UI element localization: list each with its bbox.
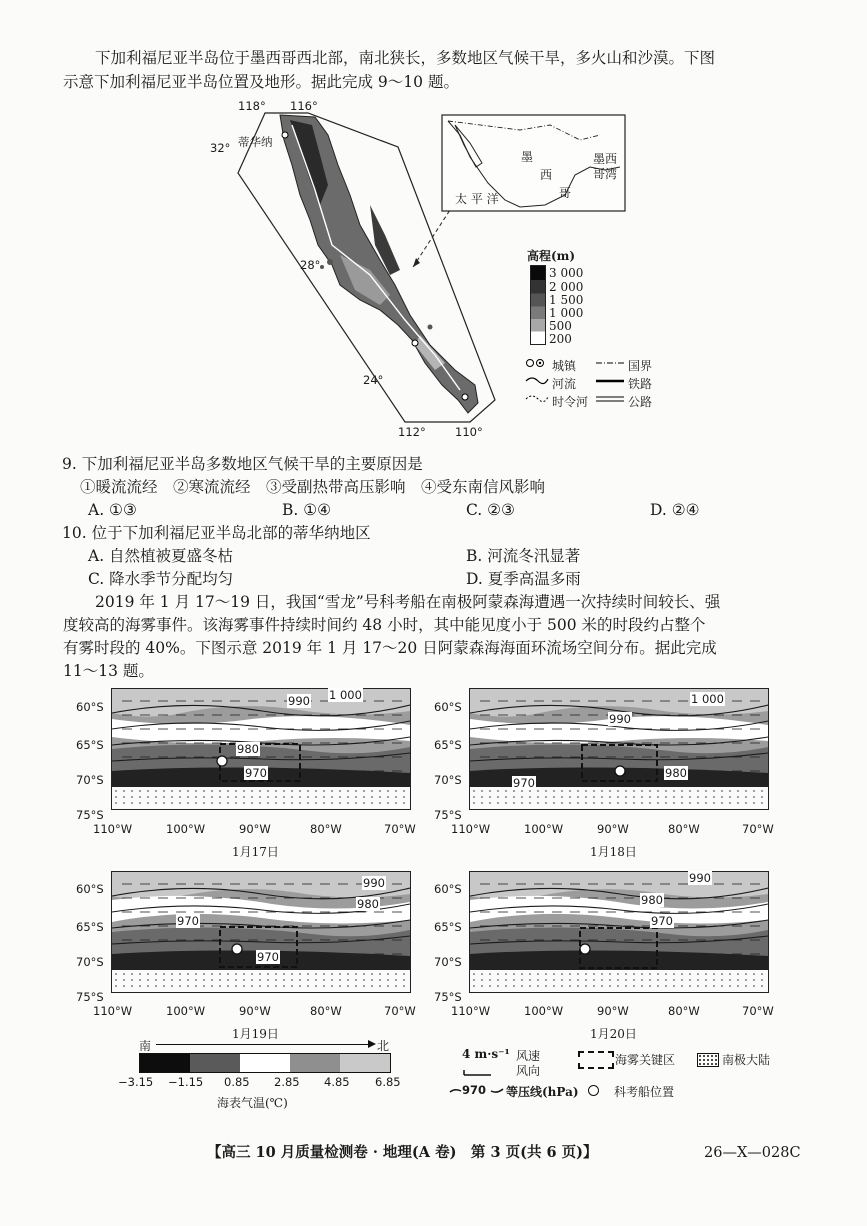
elev-1500: 1 500	[549, 293, 584, 307]
wind-scale-value: 4 m·s⁻¹	[462, 1047, 510, 1061]
p2-lat-75: 75°S	[434, 808, 462, 822]
p4-lon-90: 90°W	[597, 1004, 629, 1018]
p2-isobar-990: 990	[609, 712, 631, 726]
p3-lon-100: 100°W	[166, 1004, 206, 1018]
intro1-line2: 示意下加利福尼亚半岛位置及地形。据此完成 9～10 题。	[63, 73, 459, 91]
wind-arrow-icon	[463, 1062, 491, 1068]
legend-north: 北	[377, 1039, 390, 1053]
intro2-line1: 2019 年 1 月 17～19 日，我国“雪龙”号科考船在南极阿蒙森海遭遇一次持续时间较长、强	[95, 593, 721, 611]
p1-lon-100: 100°W	[166, 822, 206, 836]
inset-pacific: 太 平 洋	[455, 192, 499, 206]
p1-lat-65: 65°S	[76, 738, 104, 752]
elev-legend-title: 高程(m)	[527, 249, 576, 263]
p3-lon-110: 110°W	[93, 1004, 133, 1018]
wind-speed-label: 风速	[516, 1049, 541, 1063]
lat-24: 24°	[363, 373, 384, 387]
p3-lon-70: 70°W	[384, 1004, 416, 1018]
elev-2000: 2 000	[549, 280, 584, 294]
antarctica-icon	[697, 1053, 719, 1067]
sym-town: 城镇	[552, 359, 577, 373]
inset-mexico-2: 西	[540, 168, 553, 182]
lon-118: 118°	[238, 99, 266, 113]
elev-3000: 3 000	[549, 266, 584, 280]
panel-jan18	[469, 688, 769, 810]
lon-110: 110°	[455, 425, 483, 439]
p2-lon-110: 110°W	[451, 822, 491, 836]
sym-road: 公路	[628, 395, 653, 409]
p3-isobar-970-a: 970	[177, 914, 199, 928]
p1-date: 1月17日	[232, 845, 279, 859]
arrow-head	[368, 1040, 376, 1048]
elev-1000: 1 000	[549, 306, 584, 320]
key-area-label: 海雾关键区	[615, 1053, 676, 1067]
lon-116: 116°	[290, 99, 318, 113]
q9-stem: 9. 下加利福尼亚半岛多数地区气候干旱的主要原因是	[62, 455, 423, 473]
ship-icon	[588, 1085, 599, 1096]
lat-28: 28°	[300, 258, 321, 272]
intro2-line4: 11～13 题。	[63, 662, 154, 680]
p1-lon-80: 80°W	[310, 822, 342, 836]
elev-color-bar	[530, 265, 546, 345]
p1-lat-75: 75°S	[76, 808, 104, 822]
q10-option-d[interactable]: D. 夏季高温多雨	[466, 570, 581, 588]
p2-date: 1月18日	[590, 845, 637, 859]
q9-option-b[interactable]: B. ①④	[282, 501, 332, 519]
sst-color-bar	[139, 1053, 391, 1073]
p2-isobar-1000: 1 000	[691, 692, 724, 706]
p4-lat-65: 65°S	[434, 920, 462, 934]
p2-lat-70: 70°S	[434, 773, 462, 787]
panel-jan17	[111, 688, 411, 810]
p4-date: 1月20日	[590, 1027, 637, 1041]
p3-lon-80: 80°W	[310, 1004, 342, 1018]
q10-option-b[interactable]: B. 河流冬汛显著	[466, 547, 581, 565]
p1-lon-110: 110°W	[93, 822, 133, 836]
isobar-label: 等压线(hPa)	[506, 1085, 579, 1099]
p1-lon-70: 70°W	[384, 822, 416, 836]
q9-option-c[interactable]: C. ②③	[466, 501, 515, 519]
p2-isobar-980: 980	[665, 766, 687, 780]
p2-lat-60: 60°S	[434, 700, 462, 714]
p4-lon-70: 70°W	[742, 1004, 774, 1018]
p2-lon-80: 80°W	[668, 822, 700, 836]
p1-lon-90: 90°W	[239, 822, 271, 836]
q10-option-c[interactable]: C. 降水季节分配均匀	[88, 570, 234, 588]
p3-lat-65: 65°S	[76, 920, 104, 934]
footer-code: 26—X—028C	[704, 1145, 801, 1161]
sym-border: 国界	[628, 359, 653, 373]
intro2-line2: 度较高的海雾事件。该海雾事件持续时间约 48 小时，其中能见度小于 500 米的时段约占整个	[63, 616, 706, 634]
p4-lon-110: 110°W	[451, 1004, 491, 1018]
sst-tick-4: 2.85	[274, 1075, 300, 1089]
lat-32: 32°	[210, 141, 231, 155]
p1-isobar-980: 980	[237, 742, 259, 756]
p2-lon-90: 90°W	[597, 822, 629, 836]
p2-lat-65: 65°S	[434, 738, 462, 752]
elev-200: 200	[549, 332, 572, 346]
wind-direction-label: 风向	[516, 1064, 541, 1078]
p4-isobar-980: 980	[641, 893, 663, 907]
inset-mexico-3: 哥	[559, 186, 572, 200]
p4-lat-70: 70°S	[434, 955, 462, 969]
sym-seasonal-river: 时令河	[552, 395, 589, 409]
p3-lat-60: 60°S	[76, 882, 104, 896]
panel-jan20	[469, 871, 769, 993]
sym-river: 河流	[552, 377, 577, 391]
p3-date: 1月19日	[232, 1027, 279, 1041]
sst-tick-5: 4.85	[324, 1075, 350, 1089]
q10-stem: 10. 位于下加利福尼亚半岛北部的蒂华纳地区	[62, 524, 371, 542]
sst-tick-2: −1.15	[168, 1075, 204, 1089]
p4-lat-75: 75°S	[434, 990, 462, 1004]
legend-south: 南	[139, 1039, 152, 1053]
inset-gulf-1: 墨西	[593, 152, 618, 166]
south-north-arrow	[156, 1044, 372, 1045]
p3-isobar-990: 990	[363, 876, 385, 890]
q9-option-a[interactable]: A. ①③	[88, 501, 137, 519]
p1-lat-60: 60°S	[76, 700, 104, 714]
sst-tick-1: −3.15	[118, 1075, 154, 1089]
key-area-icon	[578, 1051, 614, 1069]
sst-tick-3: 0.85	[224, 1075, 250, 1089]
elev-500: 500	[549, 319, 572, 333]
p1-lat-70: 70°S	[76, 773, 104, 787]
intro1-line1: 下加利福尼亚半岛位于墨西哥西北部，南北狭长，多数地区气候干旱，多火山和沙漠。下图	[95, 49, 716, 67]
p3-isobar-970-b: 970	[257, 950, 279, 964]
p2-lon-70: 70°W	[742, 822, 774, 836]
sst-title: 海表气温(℃)	[217, 1096, 288, 1110]
sst-tick-6: 6.85	[375, 1075, 401, 1089]
p2-lon-100: 100°W	[524, 822, 564, 836]
ship-label: 科考船位置	[614, 1085, 675, 1099]
p4-lon-80: 80°W	[668, 1004, 700, 1018]
p3-lat-75: 75°S	[76, 990, 104, 1004]
inset-mexico-1: 墨	[521, 150, 534, 164]
isobar-value: 970	[462, 1083, 487, 1097]
antarctica-label: 南极大陆	[722, 1053, 771, 1067]
p3-lon-90: 90°W	[239, 1004, 271, 1018]
q9-items: ①暖流流经 ②寒流流经 ③受副热带高压影响 ④受东南信风影响	[80, 478, 546, 496]
p4-lat-60: 60°S	[434, 882, 462, 896]
p1-isobar-1000: 1 000	[329, 688, 362, 702]
p2-isobar-970: 970	[513, 776, 535, 790]
inset-gulf-2: 哥湾	[593, 167, 618, 181]
q10-option-a[interactable]: A. 自然植被夏盛冬枯	[88, 547, 234, 565]
q9-option-d[interactable]: D. ②④	[650, 501, 700, 519]
sym-railway: 铁路	[628, 377, 653, 391]
p1-isobar-970: 970	[245, 766, 267, 780]
footer-title: 【高三 10 月质量检测卷 · 地理(A 卷) 第 3 页(共 6 页)】	[207, 1144, 598, 1161]
lon-112: 112°	[398, 425, 426, 439]
p4-lon-100: 100°W	[524, 1004, 564, 1018]
city-tijuana: 蒂华纳	[238, 135, 273, 149]
intro2-line3: 有雾时段的 40%。下图示意 2019 年 1 月 17～20 日阿蒙森海海面环流场空间分布。据此完成	[63, 639, 717, 657]
p3-lat-70: 70°S	[76, 955, 104, 969]
p3-isobar-980: 980	[357, 897, 379, 911]
p1-isobar-990: 990	[288, 694, 310, 708]
p4-isobar-990: 990	[689, 871, 711, 885]
p4-isobar-970: 970	[651, 914, 673, 928]
